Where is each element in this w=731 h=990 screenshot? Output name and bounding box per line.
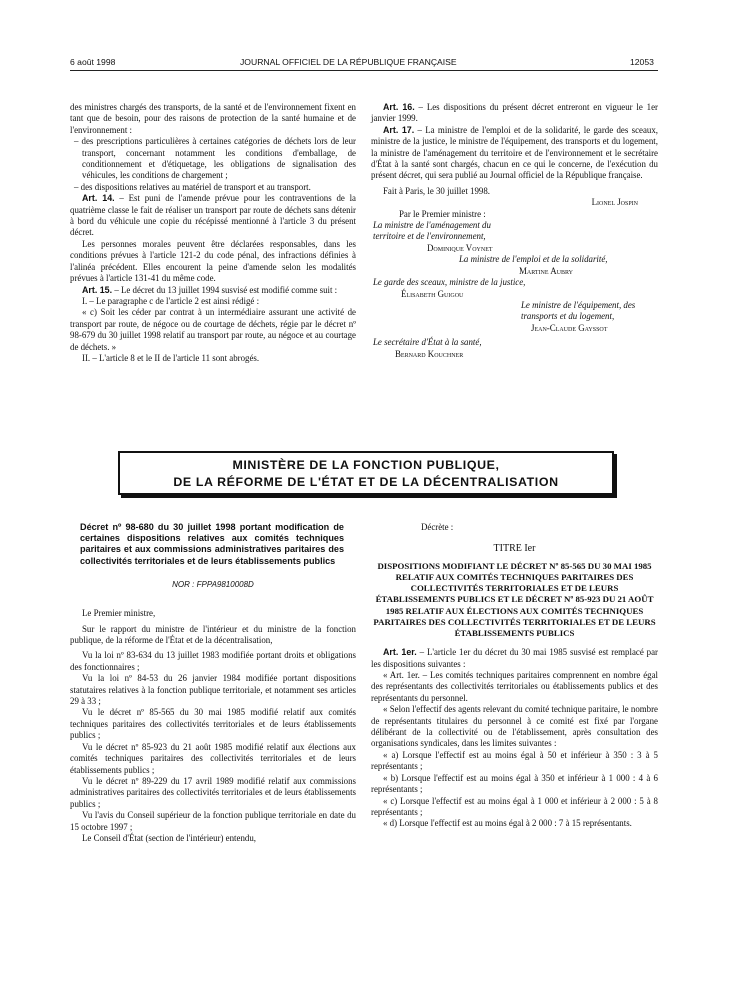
quote: « Art. 1er. – Les comités techniques paritaires comprennent en nombre égal des représentants des collectivités territoriales ou établissements publics et des représentants du personnel. <box>371 670 658 703</box>
list-item: « a) Lorsque l'effectif est au moins égal à 50 et inférieur à 350 : 3 à 5 représentants ; <box>371 749 658 772</box>
page-number: 12053 <box>630 57 654 67</box>
article-text: – Le décret du 13 juillet 1994 susvisé est modifié comme suit : <box>112 284 338 295</box>
signatory-title: Le secrétaire d'État à la santé, <box>373 337 482 348</box>
visa: Vu la loi nº 83-634 du 13 juillet 1983 modifiée portant droits et obligations des fonctionnaires ; <box>70 650 356 672</box>
visa: Vu le décret nº 89-229 du 17 avril 1989 modifié relatif aux commissions administratives paritaires des collectivités territoriales et de leurs établissements publics ; <box>70 775 356 809</box>
journal-title: JOURNAL OFFICIEL DE LA RÉPUBLIQUE FRANÇAISE <box>240 57 457 67</box>
header-rule <box>70 70 658 71</box>
signature-intro: Par le Premier ministre : <box>399 208 486 219</box>
bottom-left-column <box>70 522 356 844</box>
signatory-title: Le ministre de l'équipement, des transports et du logement, <box>521 299 636 322</box>
visa: Vu le décret nº 85-565 du 30 mai 1985 modifié relatif aux comités techniques paritaires des collectivités territoriales et de leurs établissements publics ; <box>70 707 356 741</box>
signatory: Élisabeth Guigou <box>401 288 464 299</box>
signature-date: Fait à Paris, le 30 juillet 1998. <box>383 185 490 196</box>
article-text: – L'article 1er du décret du 30 mai 1985 susvisé est remplacé par les dispositions suivantes : <box>371 647 658 669</box>
article-15 <box>70 285 356 296</box>
list-item: – des dispositions relatives au matériel de transport et au transport. <box>74 181 311 192</box>
article-text: – Est puni de l'amende prévue pour les contraventions de la quatrième classe le fait de réaliser un transport par route de déchets sans détenir à bord du véhicule une copie du récépissé mentionné à l'article 3 du présent décret. <box>70 193 356 238</box>
signatory: Jean-Claude Gayssot <box>531 322 608 333</box>
signatory: Martine Aubry <box>519 265 574 276</box>
paragraph: des ministres chargés des transports, de la santé et de l'environnement fixent en tant que de besoin, pour des raisons de protection de la santé humaine et de l'environnement : <box>70 102 356 135</box>
paragraph: II. – L'article 8 et le II de l'article 11 sont abrogés. <box>82 352 260 363</box>
ministry-line-2: DE LA RÉFORME DE L'ÉTAT ET DE LA DÉCENTRALISATION <box>173 475 559 489</box>
decrete-label: Décrète : <box>421 522 454 532</box>
list-item: « c) Lorsque l'effectif est au moins égal à 1 000 et inférieur à 2 000 : 5 à 8 représentants ; <box>371 795 658 817</box>
paragraph: Les personnes morales peuvent être déclarées responsables, dans les conditions prévues à l'article 121-2 du code pénal, des infractions définies à l'alinéa précédent. Elles encourent la peine d'amende selon les modalités prévues à l'article 131-41 du même code. <box>70 238 356 284</box>
titre-heading: TITRE Ier <box>493 543 536 555</box>
visa: Vu la loi nº 84-53 du 26 janvier 1984 modifiée portant dispositions statutaires relatives à la fonction publique territoriale, et notamment ses articles 29 à 33 ; <box>70 673 356 707</box>
list-item: « b) Lorsque l'effectif est au moins égal à 350 et inférieur à 1 000 : 4 à 6 représentants ; <box>371 772 658 795</box>
quote: « Selon l'effectif des agents relevant du comité technique paritaire, le nombre de représentants titulaires du personnel à ce comité est fixé par l'organe délibérant de la collectivité ou de l'établissement, après consultation des organisations syndicales, dans les limites suivantes : <box>371 704 658 749</box>
quote: « c) Soit les céder par contrat à un intermédiaire assurant une activité de transport par route, de négoce ou de courtage de déchets, régie par le décret nº 98-679 du 30 juillet 1998 relatif au transport par route, au négoce et au courtage de déchets. » <box>70 307 356 352</box>
article-label: Art. 15. <box>82 284 113 295</box>
paragraph: I. – Le paragraphe c de l'article 2 est ainsi rédigé : <box>82 295 260 306</box>
paragraph: Le Premier ministre, <box>82 608 156 619</box>
visa: Vu le décret nº 85-923 du 21 août 1985 modifié relatif aux élections aux comités techniques paritaires des collectivités territoriales et de leurs établissements publics ; <box>70 741 356 775</box>
signatory: Dominique Voynet <box>427 242 493 253</box>
article-1 <box>371 647 658 670</box>
article-label: Art. 17. <box>383 124 415 135</box>
top-left-column <box>70 102 356 364</box>
top-right-column <box>371 102 658 360</box>
visa: Le Conseil d'État (section de l'intérieur) entendu, <box>82 832 256 843</box>
header-date: 6 août 1998 <box>70 57 116 67</box>
decree-title: Décret nº 98-680 du 30 juillet 1998 portant modification de certaines dispositions relatives aux comités techniques paritaires et aux commissions administratives paritaires des collectivités territoriales et de leurs établissements publics <box>80 522 344 566</box>
list-item: « d) Lorsque l'effectif est au moins égal à 2 000 : 7 à 15 représentants. <box>383 818 632 829</box>
signatory-title: Le garde des sceaux, ministre de la justice, <box>373 277 526 288</box>
signatory: Bernard Kouchner <box>395 348 464 359</box>
visa: Vu l'avis du Conseil supérieur de la fonction publique territoriale en date du 15 octobre 1997 ; <box>70 810 356 832</box>
signatory-title: La ministre de l'aménagement du territoire et de l'environnement, <box>373 220 491 242</box>
paragraph: Sur le rapport du ministre de l'intérieur et du ministre de la fonction publique, de la réforme de l'État et de la décentralisation, <box>70 623 356 646</box>
list-item: – des prescriptions particulières à certaines catégories de déchets lors de leur transport, concernant notamment les conditions d'emballage, de conditionnement et d'étiquetage, les obligations de signalisation des véhicules, les conditions de chargement ; <box>74 136 356 181</box>
article-label: Art. 14. <box>82 193 115 204</box>
article-text: – La ministre de l'emploi et de la solidarité, le garde des sceaux, ministre de la justice, le ministre de l'équipement, des transports et du logement, la ministre de l'aménagement du territoire et de l'environnement et le secrétaire d'État à la santé sont chargés, chacun en ce qui le concerne, de l'exécution du présent décret, qui sera publié au Journal officiel de la République française. <box>371 124 658 181</box>
titre-title: DISPOSITIONS MODIFIANT LE DÉCRET Nº 85-565 DU 30 MAI 1985 RELATIF AUX COMITÉS TECHNIQUES PARITAIRES DES COLLECTIVITÉS TERRITORIALES ET DE LEURS ÉTABLISSEMENTS PUBLICS ET LE DÉCRET Nº 85-923 DU 21 AOÛT 1985 RELATIF AUX ÉLECTIONS AUX COMITÉS TECHNIQUES PARITAIRES DES COLLECTIVITÉS TERRITORIALES ET DE LEURS ÉTABLISSEMENTS PUBLICS <box>373 560 656 639</box>
signatory: Lionel Jospin <box>591 197 638 208</box>
article-17 <box>371 125 658 182</box>
ministry-line-1: MINISTÈRE DE LA FONCTION PUBLIQUE, <box>232 458 500 472</box>
article-14 <box>70 193 356 239</box>
article-label: Art. 1er. <box>383 647 417 658</box>
article-text: – Les dispositions du présent décret entreront en vigueur le 1er janvier 1999. <box>371 102 658 124</box>
ministry-heading-box <box>118 451 614 495</box>
article-label: Art. 16. <box>383 102 415 112</box>
signatory-title: La ministre de l'emploi et de la solidarité, <box>459 254 608 265</box>
bottom-right-column <box>371 522 658 830</box>
nor-reference: NOR : FPPA9810008D <box>172 579 254 589</box>
article-16 <box>371 102 658 125</box>
